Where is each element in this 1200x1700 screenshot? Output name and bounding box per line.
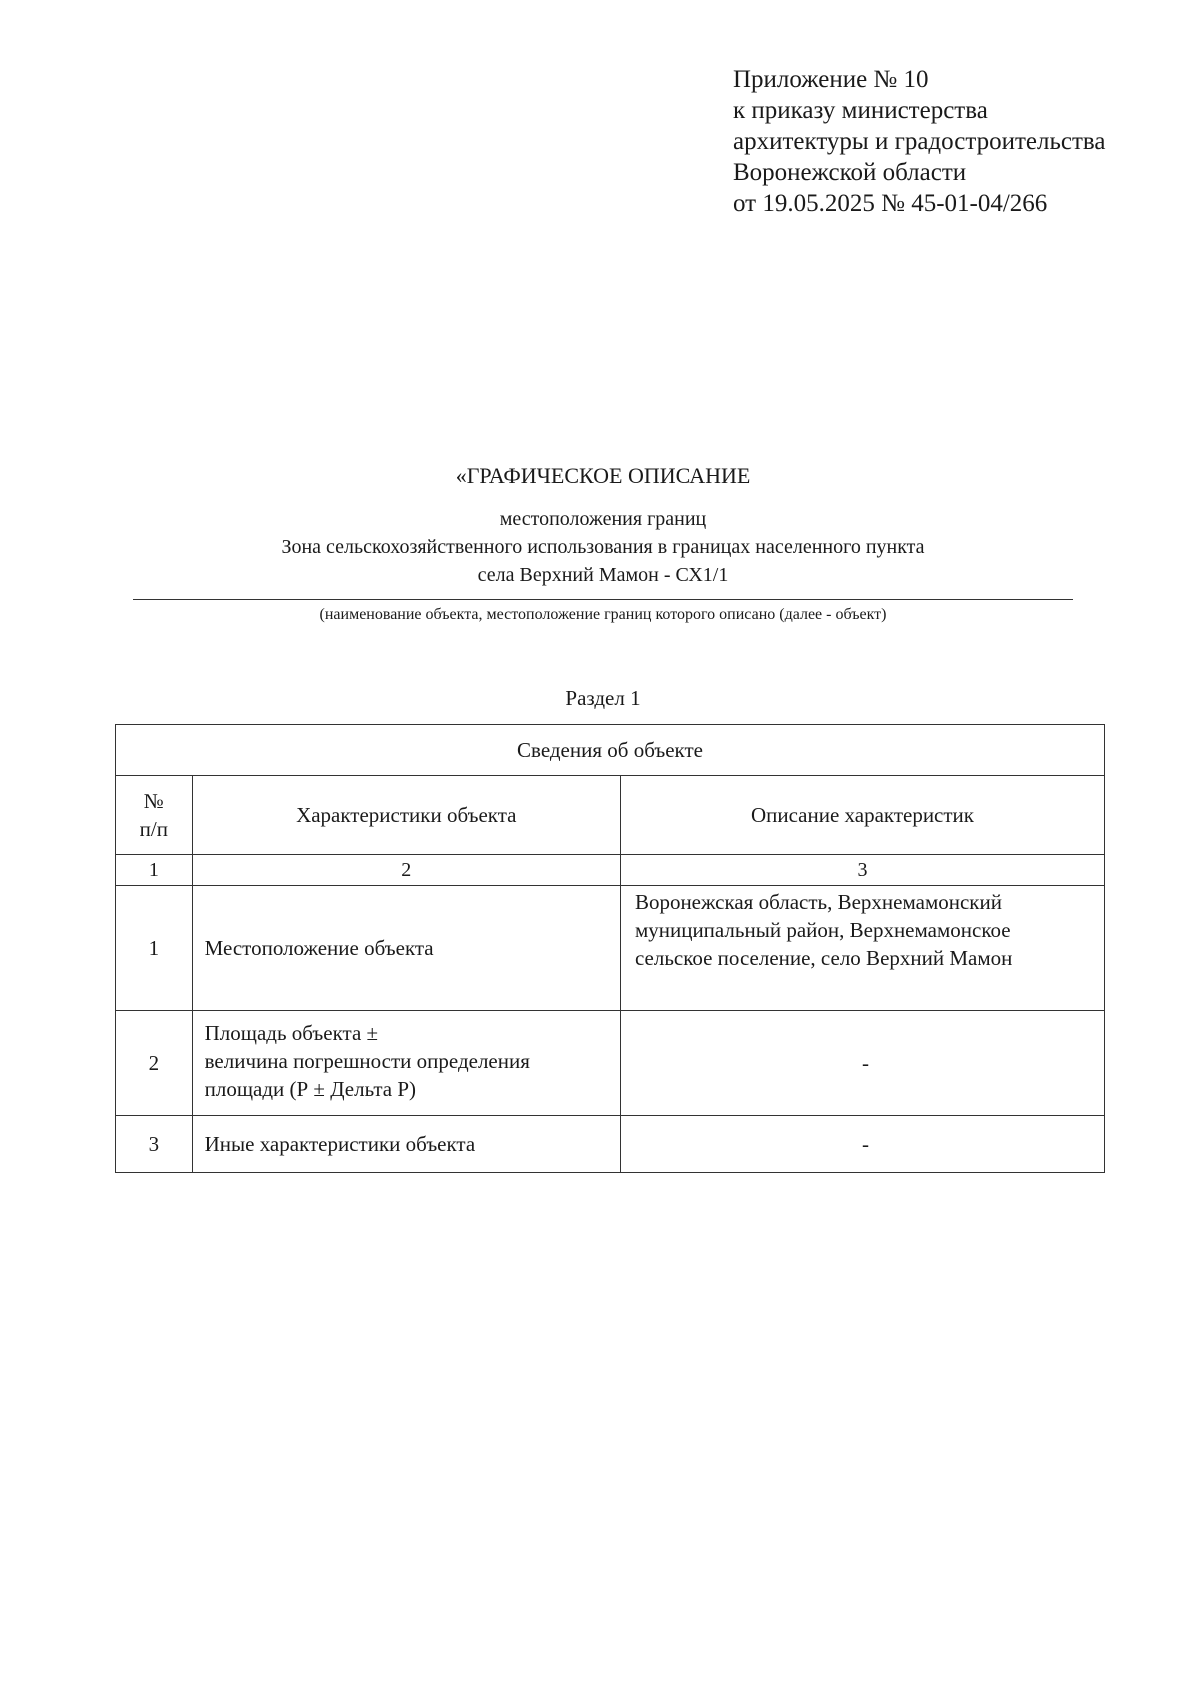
object-name-line: села Верхний Мамон - СХ1/1: [477, 564, 729, 586]
table-caption: Сведения об объекте: [116, 725, 1105, 776]
appendix-line: к приказу министерства: [733, 97, 988, 124]
row-characteristic: Местоположение объекта: [192, 886, 620, 1011]
table-row: [116, 1116, 1105, 1173]
appendix-line: Приложение № 10: [733, 66, 929, 93]
column-number: 2: [192, 855, 620, 886]
object-info-table: [115, 724, 1105, 1173]
appendix-line: архитектуры и градостроительства: [733, 128, 1106, 155]
object-name-caption: (наименование объекта, местоположение границ которого описано (далее - объект): [319, 606, 887, 623]
row-characteristic: Иные характеристики объекта: [192, 1116, 620, 1173]
appendix-block: [733, 64, 1105, 219]
column-number: 1: [116, 855, 193, 886]
table-row: [116, 1011, 1105, 1116]
row-description: -: [620, 1116, 1104, 1173]
object-name-line: Зона сельскохозяйственного использования в границах населенного пункта: [281, 536, 925, 558]
appendix-line: от 19.05.2025 № 45-01-04/266: [733, 190, 1048, 217]
row-number: 1: [116, 886, 193, 1011]
column-number: 3: [620, 855, 1104, 886]
table-caption-row: [116, 725, 1105, 776]
row-description: Воронежская область, Верхнемамонский муниципальный район, Верхнемамонское сельское поселение, село Верхний Мамон: [620, 886, 1104, 1011]
table-row: [116, 886, 1105, 1011]
header-characteristic: Характеристики объекта: [192, 776, 620, 855]
row-characteristic: Площадь объекта ± величина погрешности определения площади (Р ± Дельта Р): [192, 1011, 620, 1116]
header-description: Описание характеристик: [620, 776, 1104, 855]
row-number: 2: [116, 1011, 193, 1116]
object-name-underline: [133, 599, 1073, 600]
document-title: «ГРАФИЧЕСКОЕ ОПИСАНИЕ: [455, 463, 751, 488]
table-header-row: [116, 776, 1105, 855]
appendix-line: Воронежской области: [733, 159, 967, 186]
object-name-line: местоположения границ: [499, 508, 707, 530]
header-number: № п/п: [116, 776, 193, 855]
row-description: -: [620, 1011, 1104, 1116]
object-name-block: [133, 505, 1073, 589]
row-number: 3: [116, 1116, 193, 1173]
section-title: Раздел 1: [565, 686, 641, 710]
column-number-row: [116, 855, 1105, 886]
